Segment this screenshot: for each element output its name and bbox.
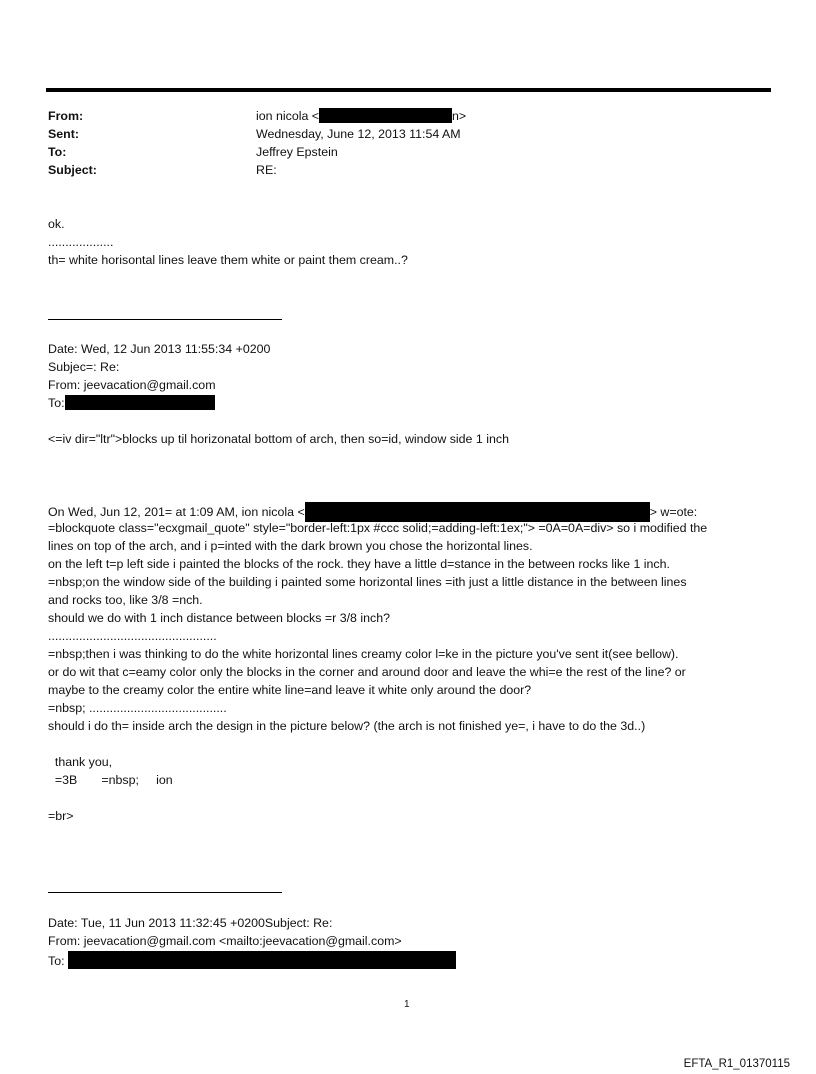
- redaction-box: [68, 951, 456, 969]
- nested-line: on the left t=p left side i painted the blocks of the rock. they have a little d=stance in the between rocks like 1 inch.: [48, 557, 670, 571]
- quoted2-to-label: To:: [48, 954, 65, 968]
- quoted2-to: [48, 951, 456, 971]
- from-suffix: n>: [452, 109, 467, 123]
- nested-line: =nbsp; ........................................: [48, 701, 227, 715]
- quoted-to: [48, 395, 215, 413]
- quoted-date: Date: Wed, 12 Jun 2013 11:55:34 +0200: [48, 342, 271, 356]
- redaction-box: [65, 395, 215, 410]
- nested-line: =blockquote class="ecxgmail_quote" style="border-left:1px #ccc solid;=adding-left:1ex;"> =0A=0A=div> so i modified the: [48, 521, 708, 535]
- to-value: Jeffrey Epstein: [256, 145, 338, 159]
- from-prefix: ion nicola <: [256, 109, 320, 123]
- reply-dots: ...................: [48, 235, 114, 249]
- nested-attribution-suffix: > w=ote:: [649, 505, 698, 519]
- nested-attribution: [48, 502, 697, 522]
- quoted-body: <=iv dir="ltr">blocks up til horizonatal bottom of arch, then so=id, window side 1 inch: [48, 432, 509, 446]
- nested-line: .................................................: [48, 629, 217, 643]
- to-label: To:: [48, 145, 67, 159]
- separator-line: [48, 892, 282, 893]
- quoted-from: From: jeevacation@gmail.com: [48, 378, 216, 392]
- quoted-to-label: To:: [48, 396, 65, 410]
- subject-label: Subject:: [48, 163, 97, 177]
- nested-attribution-prefix: On Wed, Jun 12, 201= at 1:09 AM, ion nicola <: [48, 505, 305, 519]
- nested-br: =br>: [48, 809, 74, 823]
- nested-thanks: thank you,: [48, 755, 113, 769]
- from-label: From:: [48, 109, 84, 123]
- page-number: 1: [404, 999, 410, 1010]
- nested-line: =nbsp;then i was thinking to do the white horizontal lines creamy color l=ke in the picture you've sent it(see bellow).: [48, 647, 679, 661]
- nested-line: should we do with 1 inch distance between blocks =r 3/8 inch?: [48, 611, 390, 625]
- subject-value: RE:: [256, 163, 277, 177]
- nested-line: should i do th= inside arch the design in the picture below? (the arch is not finished ye=, i have to do the 3d..): [48, 719, 646, 733]
- sent-label: Sent:: [48, 127, 79, 141]
- nested-line: =nbsp;on the window side of the building i painted some horizontal lines =ith just a little distance in the between lines: [48, 575, 687, 589]
- quoted-subject: Subjec=: Re:: [48, 360, 120, 374]
- sent-value: Wednesday, June 12, 2013 11:54 AM: [256, 127, 461, 141]
- separator-line: [48, 319, 282, 320]
- quoted2-date: Date: Tue, 11 Jun 2013 11:32:45 +0200Subject: Re:: [48, 916, 333, 930]
- reply-question: th= white horisontal lines leave them white or paint them cream..?: [48, 253, 408, 267]
- nested-line: and rocks too, like 3/8 =nch.: [48, 593, 203, 607]
- nested-line: or do wit that c=eamy color only the blocks in the corner and around door and leave the whi=e the rest of the line? or: [48, 665, 686, 679]
- nested-line: lines on top of the arch, and i p=inted with the dark brown you chose the horizontal lines.: [48, 539, 533, 553]
- nested-line: maybe to the creamy color the entire white line=and leave it white only around the door?: [48, 683, 532, 697]
- quoted2-from: From: jeevacation@gmail.com <mailto:jeevacation@gmail.com>: [48, 934, 402, 948]
- redaction-box: [319, 108, 452, 123]
- redaction-box: [305, 502, 650, 522]
- bates-number: EFTA_R1_01370115: [683, 1058, 790, 1070]
- header-rule: [46, 88, 771, 92]
- reply-line: ok.: [48, 217, 65, 231]
- nested-signature: =3B =nbsp; ion: [48, 773, 173, 787]
- from-value: [256, 108, 466, 126]
